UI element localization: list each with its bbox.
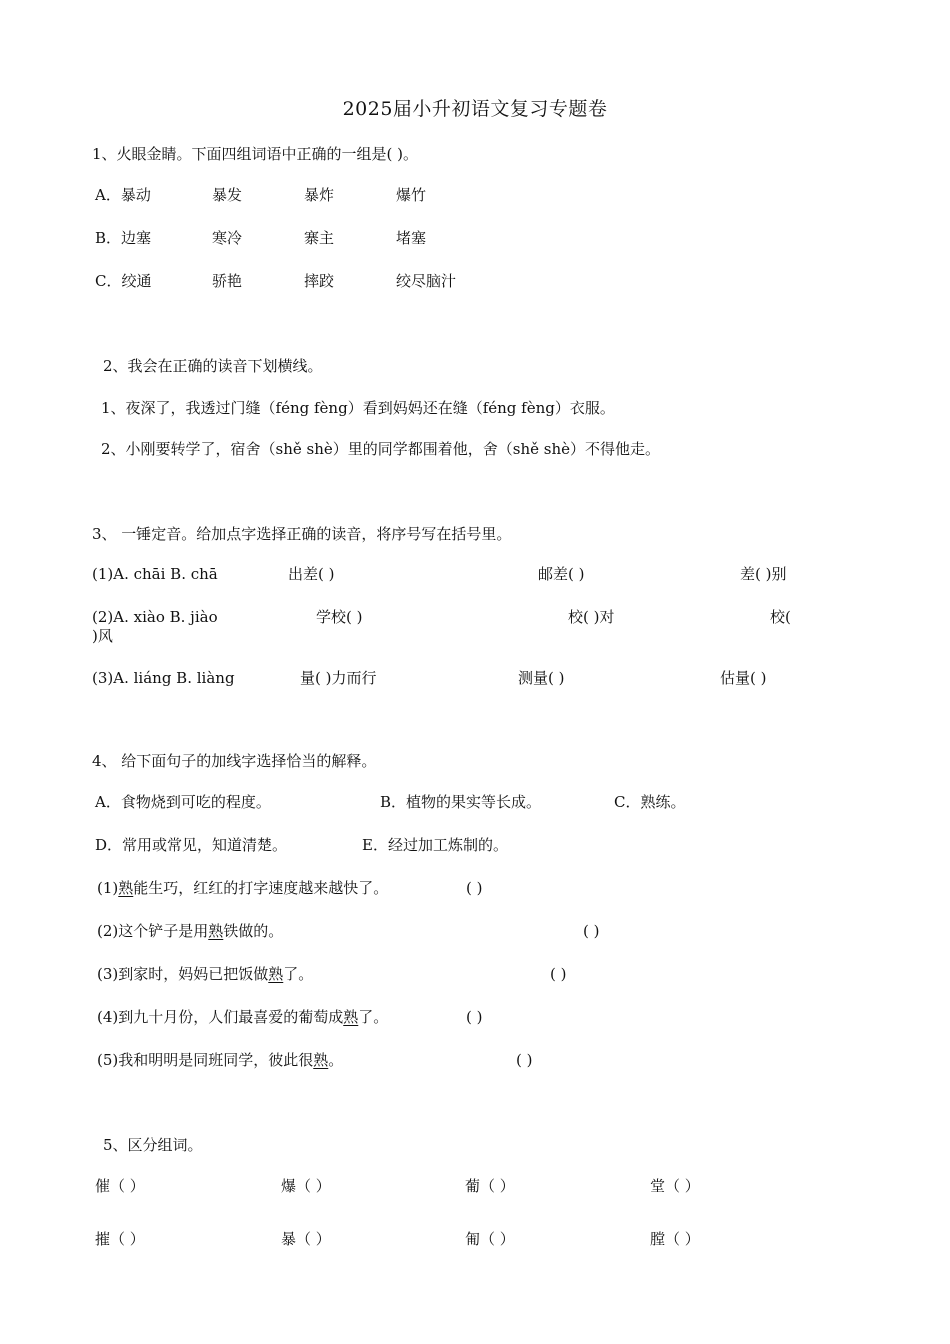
q3-row2-item-a: 学校( ) [316,608,363,626]
q3-row2-item-b: 校( )对 [568,608,615,626]
q1-row3-col4: 绞尽脑汁 [396,272,457,290]
q3-row2-item-c: 校( [770,608,791,626]
q5-prompt: 5、区分组词。 [103,1136,203,1154]
q3-row3-item-c: 估量( ) [720,669,767,687]
underlined-word: 熟 [268,965,284,983]
underlined-word: 熟 [343,1008,359,1026]
q3-row1-item-b: 邮差( ) [538,565,585,583]
q5-row1-col4: 堂（ ） [650,1177,700,1195]
underlined-word: 熟 [313,1051,329,1069]
q1-row1-col1: A．暴动 [95,186,151,204]
q2-line2: 2、小刚要转学了，宿舍（shě shè）里的同学都围着他，舍（shě shè）不得他走。 [101,440,661,458]
q3-row1-item-c: 差( )别 [740,565,787,583]
q1-row3-col1: C．绞通 [95,272,152,290]
q5-row1-col1: 催（ ） [95,1177,145,1195]
q5-row2-col1: 摧（ ） [95,1230,145,1248]
q4-answer-1: ( ) [466,879,483,897]
q4-answer-5: ( ) [516,1051,533,1069]
underlined-word: 熟 [118,879,134,897]
underlined-word: 熟 [208,922,224,940]
q5-row2-col4: 膛（ ） [650,1230,700,1248]
q4-option-a: A．食物烧到可吃的程度。 [95,793,271,811]
q1-row2-col3: 寨主 [304,229,335,247]
q3-row1-item-a: 出差( ) [288,565,335,583]
q4-answer-3: ( ) [550,965,567,983]
q2-prompt: 2、我会在正确的读音下划横线。 [103,357,323,375]
q3-row2-item-c-wrap: )风 [92,627,113,645]
q4-sentence-3: (3)到家时，妈妈已把饭做熟了。 [97,965,314,983]
q4-answer-2: ( ) [583,922,600,940]
q1-row1-col2: 暴发 [212,186,243,204]
q4-sentence-2: (2)这个铲子是用熟铁做的。 [97,922,284,940]
q4-answer-4: ( ) [466,1008,483,1026]
q5-row1-col3: 葡（ ） [465,1177,515,1195]
q2-line1: 1、夜深了，我透过门缝（féng fèng）看到妈妈还在缝（féng fèng）衣服。 [101,399,615,417]
q3-row3-item-b: 测量( ) [518,669,565,687]
q1-row2-col1: B．边塞 [95,229,152,247]
q3-row2-options: (2)A. xiào B. jiào [92,608,218,626]
q5-row2-col3: 匍（ ） [465,1230,515,1248]
q4-option-c: C．熟练。 [614,793,686,811]
q1-row2-col2: 寒冷 [212,229,243,247]
q1-row2-col4: 堵塞 [396,229,427,247]
q3-prompt: 3、 一锤定音。给加点字选择正确的读音，将序号写在括号里。 [92,525,512,543]
q3-row1-options: (1)A. chāi B. chā [92,565,218,583]
q4-sentence-1: (1)熟能生巧，红红的打字速度越来越快了。 [97,879,389,897]
q1-row3-col2: 骄艳 [212,272,243,290]
q1-row3-col3: 摔跤 [304,272,335,290]
q4-sentence-5: (5)我和明明是同班同学，彼此很熟。 [97,1051,344,1069]
q5-row2-col2: 暴（ ） [281,1230,331,1248]
q3-row3-item-a: 量( )力而行 [300,669,377,687]
q4-option-b: B．植物的果实等长成。 [380,793,542,811]
q1-prompt: 1、火眼金睛。下面四组词语中正确的一组是( )。 [92,145,419,163]
q1-row1-col3: 暴炸 [304,186,335,204]
q4-prompt: 4、 给下面句子的加线字选择恰当的解释。 [92,752,377,770]
q4-option-d: D．常用或常见，知道清楚。 [95,836,288,854]
q5-row1-col2: 爆（ ） [281,1177,331,1195]
page-title: 2025届小升初语文复习专题卷 [342,98,608,120]
q1-row1-col4: 爆竹 [396,186,427,204]
q4-option-e: E．经过加工炼制的。 [362,836,508,854]
q3-row3-options: (3)A. liáng B. liàng [92,669,235,687]
q4-sentence-4: (4)到九十月份，人们最喜爱的葡萄成熟了。 [97,1008,389,1026]
